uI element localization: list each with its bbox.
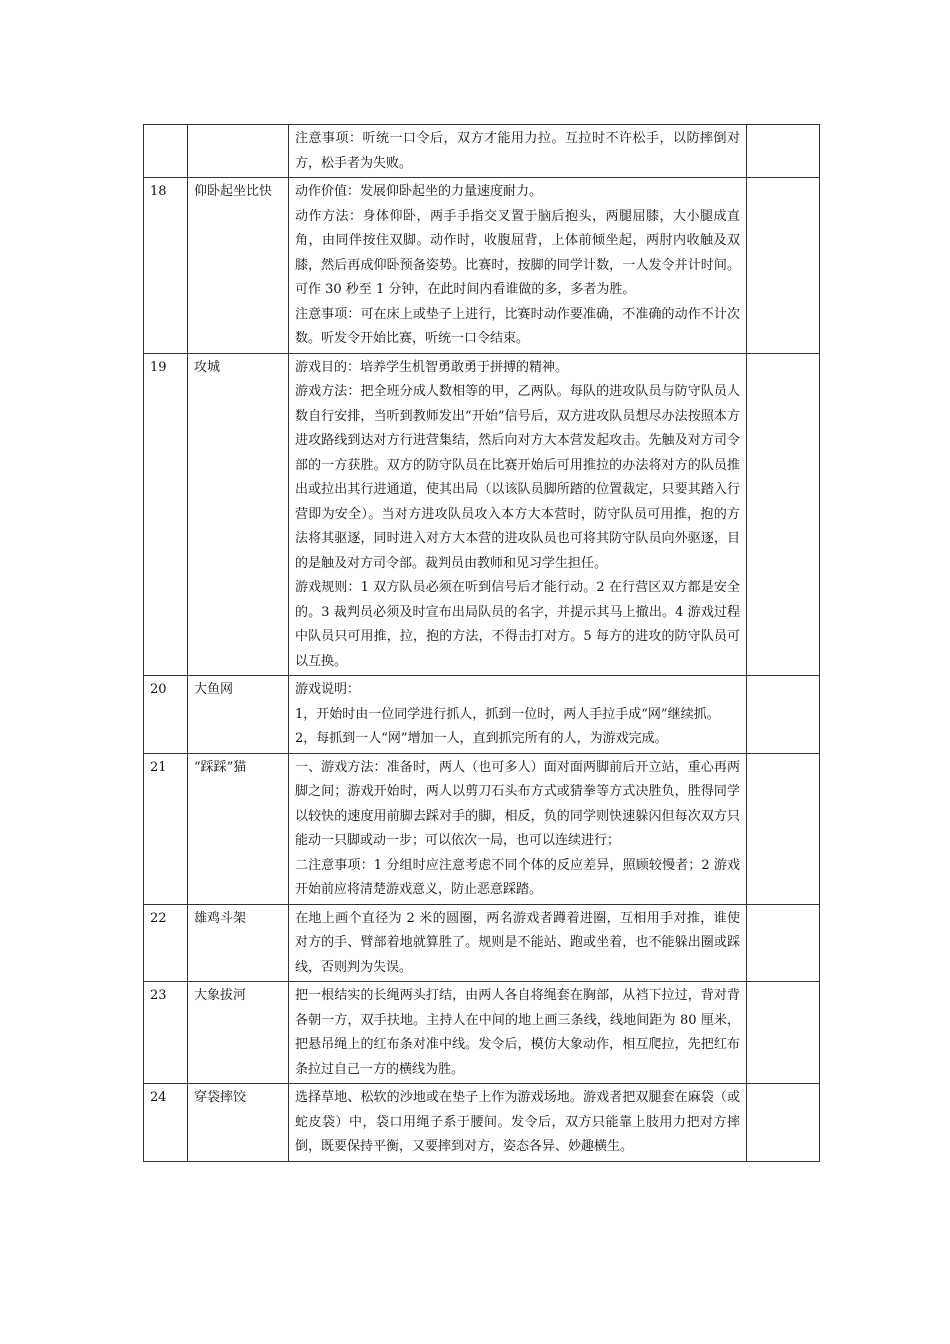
game-name: “踩踩”猫	[188, 753, 289, 904]
game-description	[289, 753, 747, 904]
table-row	[144, 904, 820, 982]
remarks-cell	[747, 676, 820, 754]
description-paragraph: 1，开始时由一位同学进行抓人，抓到一位时，两人手拉手成“网”继续抓。	[295, 706, 720, 722]
row-number: 24	[144, 1084, 188, 1162]
description-paragraph: 游戏规则：1 双方队员必须在听到信号后才能行动。2 在行营区双方都是安全的。3 裁判员必须及时宣布出局队员的名字，并提示其马上撤出。4 游戏过程中队员只可用推，拉，抱的方法，不得击打对方。5 每方的进攻的防守队员可以互换。	[295, 580, 740, 669]
remarks-cell	[747, 753, 820, 904]
game-description	[289, 125, 747, 178]
remarks-cell	[747, 904, 820, 982]
game-name: 穿袋摔饺	[188, 1084, 289, 1162]
description-paragraph: 游戏目的：培养学生机智勇敢勇于拼搏的精神。	[295, 359, 569, 375]
remarks-cell	[747, 125, 820, 178]
description-paragraph: 游戏方法：把全班分成人数相等的甲，乙两队。每队的进攻队员与防守队员人数自行安排，当听到教师发出“开始”信号后，双方进攻队员想尽办法按照本方进攻路线到达对方行进营集结，然后向对方大本营发起攻击。先触及对方司令部的一方获胜。双方的防守队员在比赛开始后可用推拉的办法将对方的队员推出或拉出其行进通道，使其出局（以该队员脚所踏的位置裁定，只要其踏入行营即为安全）。当对方进攻队员攻入本方大本营时，防守队员可用推，抱的方法将其驱逐，同时进入对方大本营的进攻队员也可将其防守队员向外驱逐，目的是触及对方司令部。裁判员由教师和见习学生担任。	[295, 384, 740, 571]
remarks-cell	[747, 982, 820, 1084]
description-paragraph: 游戏说明：	[295, 682, 361, 697]
row-number: 23	[144, 982, 188, 1084]
description-paragraph: 2，每抓到一人“网”增加一人，直到抓完所有的人，为游戏完成。	[295, 731, 668, 746]
game-description	[289, 982, 747, 1084]
description-paragraph: 注意事项：听统一口令后，双方才能用力拉。互拉时不许松手，以防摔倒对方，松手者为失败。	[295, 131, 740, 171]
row-number: 18	[144, 178, 188, 354]
remarks-cell	[747, 1084, 820, 1162]
game-name: 雄鸡斗架	[188, 904, 289, 982]
description-paragraph: 把一根结实的长绳两头打结，由两人各自将绳套在胸部，从裆下拉过，背对背各朝一方，双手扶地。主持人在中间的地上画三条线，线地间距为 80 厘米，把悬吊绳上的红布条对准中线。发令后，模仿大象动作，相互爬拉，先把红布条拉过自己一方的横线为胜。	[295, 988, 740, 1077]
description-paragraph: 动作价值：发展仰卧起坐的力量速度耐力。	[295, 184, 543, 199]
table-row	[144, 753, 820, 904]
description-paragraph: 一、游戏方法：准备时，两人（也可多人）面对面两脚前后开立站，重心再两脚之间；游戏开始时，两人以剪刀石头布方式或猜拳等方式决胜负，胜得同学以较快的速度用前脚去踩对手的脚，相反，负的同学则快速躲闪但每次双方只能动一只脚或动一步；可以依次一局，也可以连续进行；	[295, 759, 740, 848]
description-paragraph: 注意事项：可在床上或垫子上进行，比赛时动作要准确，不准确的动作不计次数。听发令开始比赛，听统一口令结束。	[295, 306, 740, 346]
game-description	[289, 1084, 747, 1162]
row-number	[144, 125, 188, 178]
games-table	[143, 124, 820, 1162]
table-row	[144, 982, 820, 1084]
table-row	[144, 353, 820, 676]
game-description	[289, 904, 747, 982]
remarks-cell	[747, 178, 820, 354]
game-name: 大象拔河	[188, 982, 289, 1084]
table-row	[144, 125, 820, 178]
game-name	[188, 125, 289, 178]
table-row	[144, 178, 820, 354]
row-number: 22	[144, 904, 188, 982]
remarks-cell	[747, 353, 820, 676]
description-paragraph: 选择草地、松软的沙地或在垫子上作为游戏场地。游戏者把双腿套在麻袋（或蛇皮袋）中，袋口用绳子系于腰间。发令后，双方只能靠上肢用力把对方摔倒，既要保持平衡，又要摔到对方，姿态各异、妙趣横生。	[295, 1090, 740, 1154]
description-paragraph: 动作方法：身体仰卧，两手手指交叉置于脑后抱头，两腿屈膝，大小腿成直角，由同伴按住双脚。动作时，收腹屈背，上体前倾坐起，两肘内收触及双膝，然后再成仰卧预备姿势。比赛时，按脚的同学计数，一人发令并计时间。可作 30 秒至 1 分钟，在此时间内看谁做的多，多者为胜。	[295, 208, 740, 297]
game-name: 攻城	[188, 353, 289, 676]
game-name: 大鱼网	[188, 676, 289, 754]
table-row	[144, 1084, 820, 1162]
description-paragraph: 在地上画个直径为 2 米的圆圈，两名游戏者蹲着进圈，互相用手对推，谁使对方的手、臂部着地就算胜了。规则是不能站、跑或坐着，也不能躲出圈或踩线，否则判为失误。	[295, 910, 740, 975]
game-description	[289, 178, 747, 354]
games-table-body	[144, 125, 820, 1162]
game-name: 仰卧起坐比快	[188, 178, 289, 354]
game-description	[289, 353, 747, 676]
description-paragraph: 二注意事项：1 分组时应注意考虑不同个体的反应差异，照顾较慢者；2 游戏开始前应将清楚游戏意义，防止恶意踩踏。	[295, 857, 740, 897]
row-number: 19	[144, 353, 188, 676]
row-number: 21	[144, 753, 188, 904]
row-number: 20	[144, 676, 188, 754]
table-row	[144, 676, 820, 754]
game-description	[289, 676, 747, 754]
